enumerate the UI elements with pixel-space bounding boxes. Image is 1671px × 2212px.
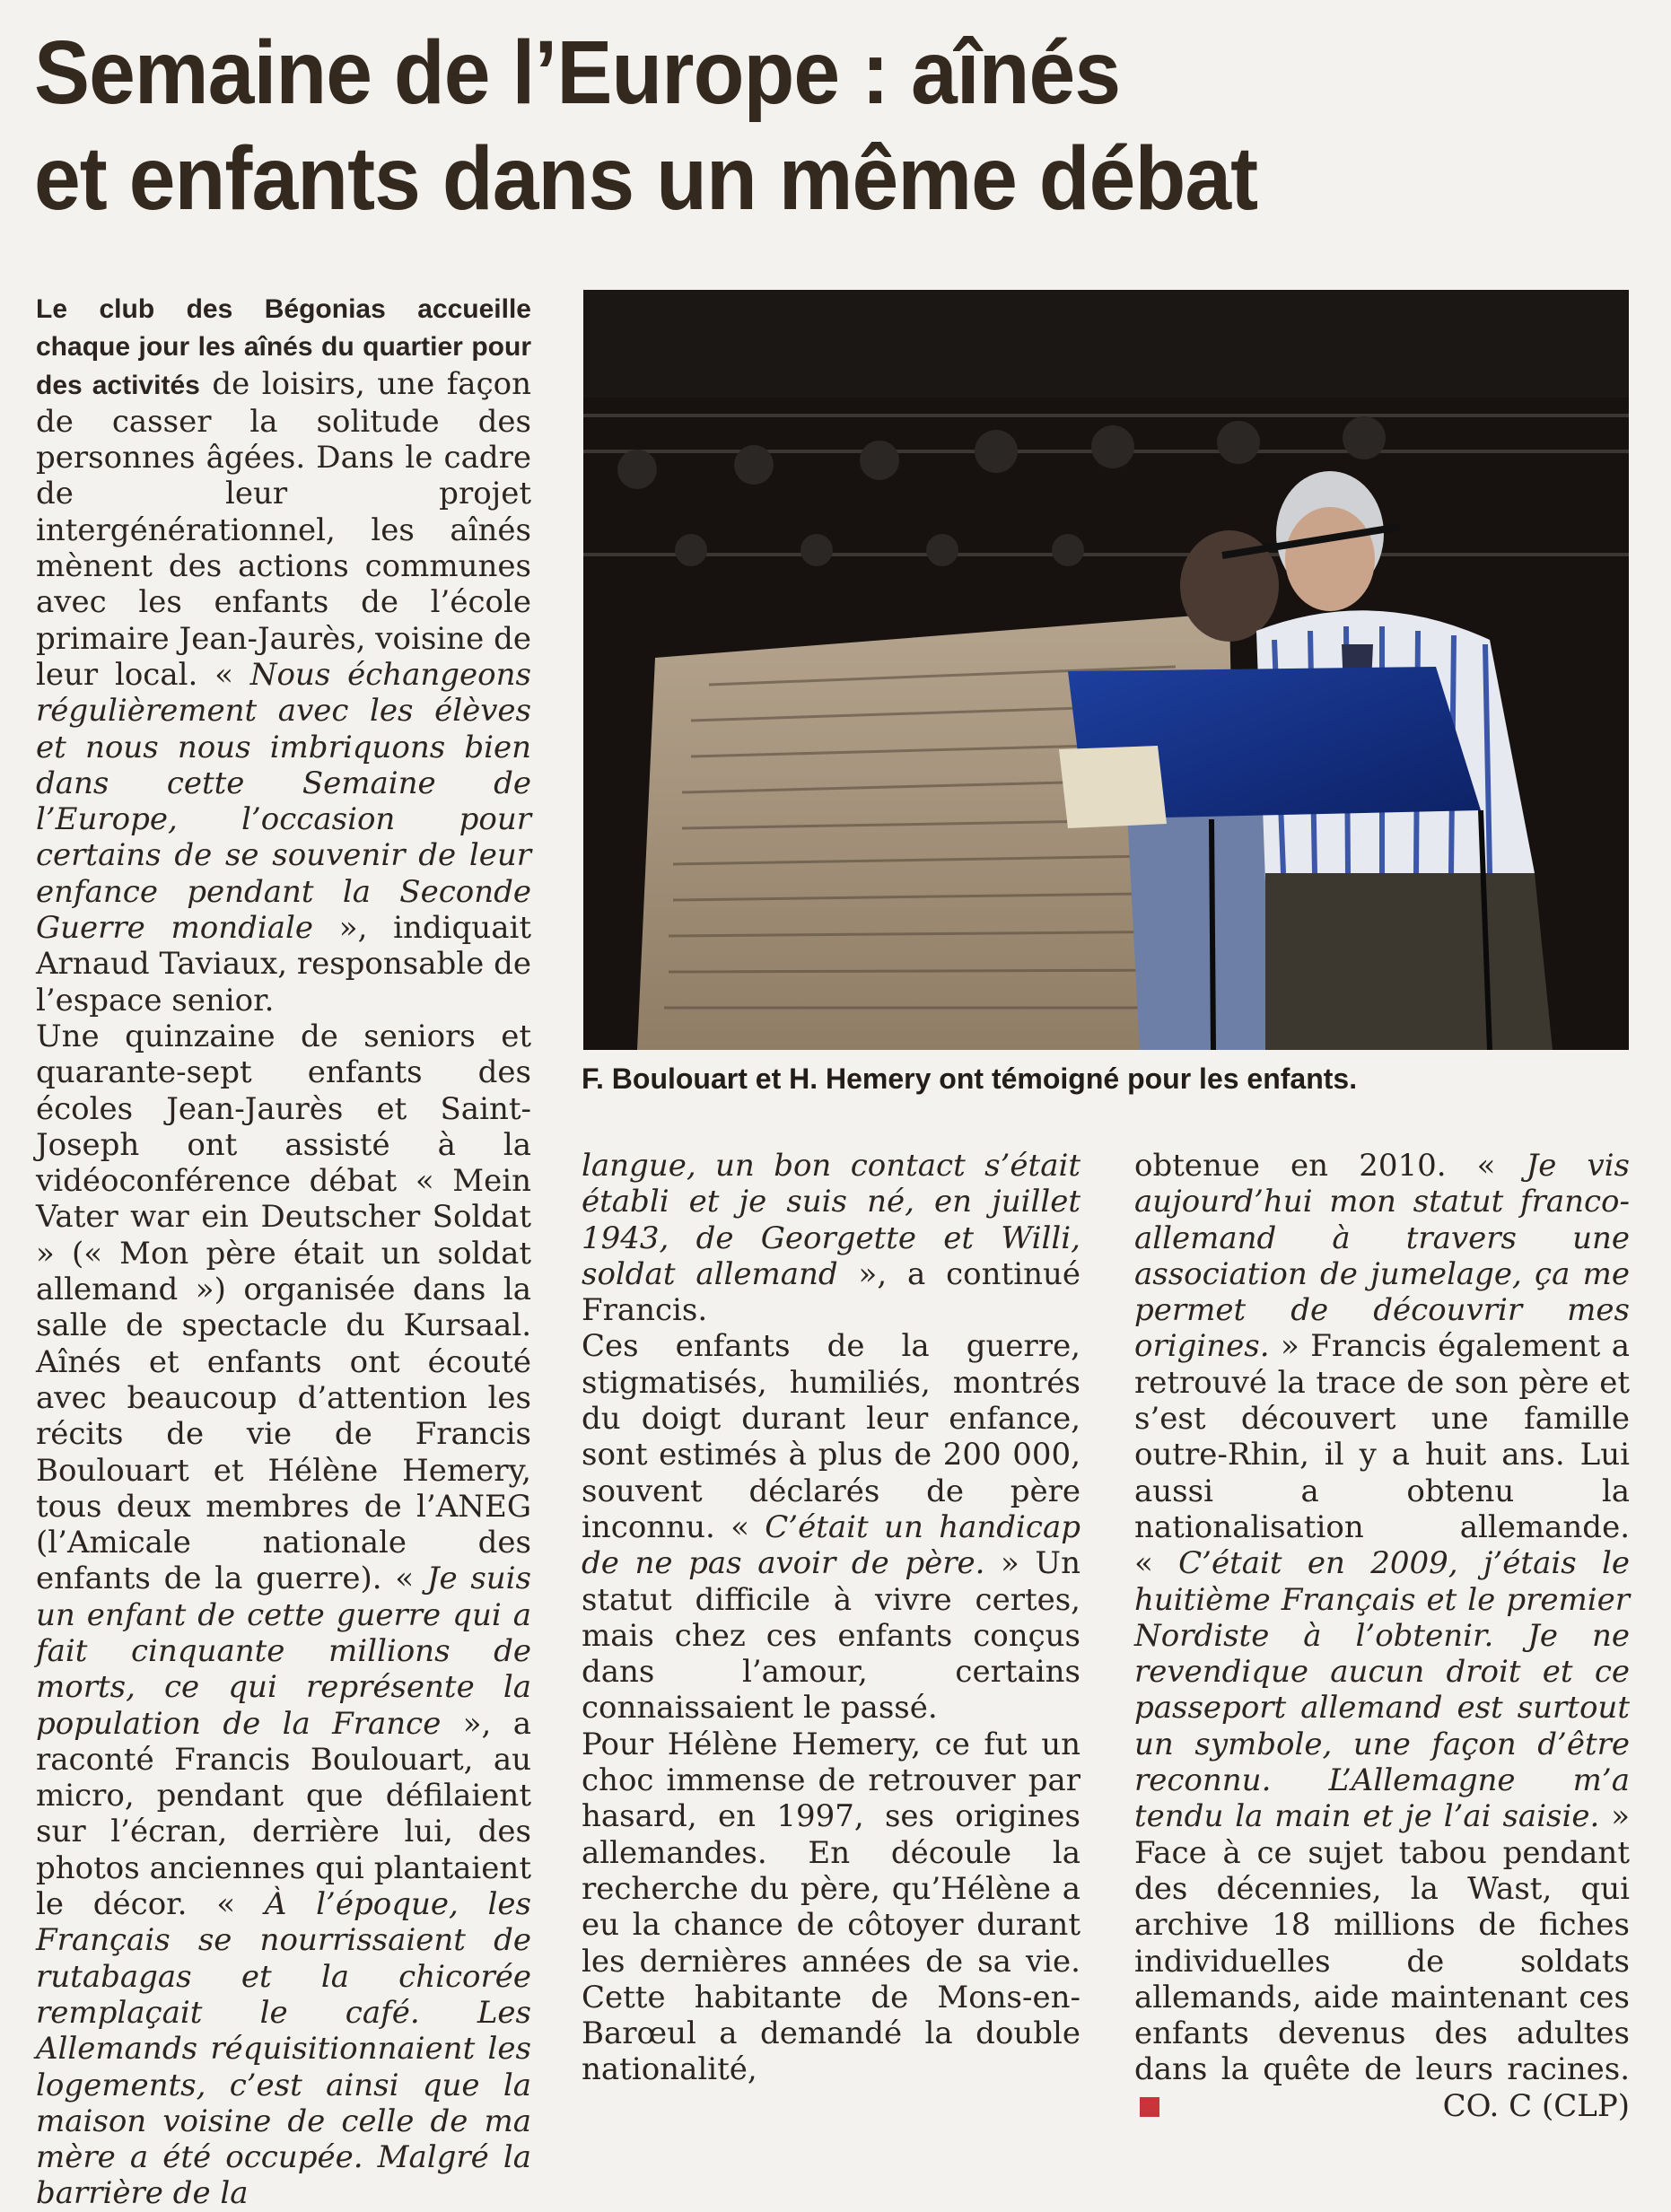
lead-text: Le club des Bégonias accueille chaque jour les aînés du quartier pour des activités	[36, 294, 531, 400]
body-text: » Face à ce sujet tabou pendant des décennies, la Wast, qui archive 18 millions de fiches individuelles de soldats allemands, aide maintenant ces enfants devenus des adultes dans la quête de leurs racines.	[1134, 1798, 1631, 2088]
quote: C’était en 2009, j’étais le huitième Français et le premier Nordiste à l’obtenir. Je ne revendique aucun droit et ce passeport allemand est surtout un symbole, une façon d’être reconnu. L’Allemagne m’a tendu la main et je l’ai saisie.	[1134, 1545, 1630, 1835]
stage-photo-illustration	[583, 290, 1629, 1050]
paragraph	[36, 290, 531, 1019]
paragraph: Pour Hélène Hemery, ce fut un choc immense de retrouver par hasard, en 1997, ses origines allemandes. En découle la recherche du père, qu’Hélène a eu la chance de côtoyer durant les dernières années de sa vie. Cette habitante de Mons-en-Barœul a demandé la double nationalité,	[582, 1726, 1080, 2088]
quote: Je suis un enfant de cette guerre qui a fait cinquante millions de morts, ce qui représente la population de la France	[36, 1561, 531, 1742]
body-text: » Francis également a retrouvé la trace de son père et s’est découvert une famille outre-Rhin, il y a huit ans. Lui aussi a obtenu la nationalisation allemande. «	[1134, 1328, 1630, 1582]
article-column-1	[36, 290, 531, 2212]
body-text: Ces enfants de la guerre, stigmatisés, humiliés, montrés du doigt durant leur enfance, sont estimés à plus de 200 000, souvent déclarés de père inconnu. «	[582, 1328, 1080, 1545]
quote: Nous échangeons régulièrement avec les élèves et nous nous imbriquons bien dans cette Semaine de l’Europe, l’occasion pour certains de se souvenir de leur enfance pendant la Seconde Guerre mondiale	[36, 656, 531, 947]
quote: C’était un handicap de ne pas avoir de père.	[582, 1508, 1080, 1582]
headline-line-2: et enfants dans un même débat	[34, 128, 1258, 229]
author-signature: CO. C (CLP)	[1442, 2087, 1630, 2124]
photo-caption: F. Boulouart et H. Hemery ont témoigné pour les enfants.	[582, 1062, 1358, 1095]
paragraph	[582, 1148, 1080, 1328]
end-of-article-mark	[1140, 2097, 1159, 2117]
paragraph	[1134, 1148, 1630, 2124]
quote: langue, un bon contact s’était établi et je suis né, en juillet 1943, de Georgette et Willi, soldat allemand	[582, 1148, 1080, 1292]
body-text: », a continué Francis.	[582, 1255, 1080, 1329]
article-photo	[583, 290, 1629, 1050]
headline-line-1: Semaine de l’Europe : aînés	[34, 22, 1121, 123]
article-column-3	[1134, 1148, 1630, 2124]
body-text: » Un statut difficile à vivre certes, mais chez ces enfants conçus dans l’amour, certains connaissaient le passé.	[582, 1545, 1080, 1727]
headline	[34, 20, 1528, 232]
quote: Je vis aujourd’hui mon statut franco-allemand à travers une association de jumelage, ça me permet de découvrir mes origines.	[1134, 1148, 1630, 1365]
body-text: Une quinzaine de seniors et quarante-sept enfants des écoles Jean-Jaurès et Saint-Joseph ont assisté à la vidéoconférence débat « Mein Vater war ein Deutscher Soldat » (« Mon père était un soldat allemand ») organisée dans la salle de spectacle du Kursaal. Aînés et enfants ont écouté avec beaucoup d’attention les récits de vie de Francis Boulouart et Hélène Hemery, tous deux membres de l’ANEG (l’Amicale nationale des enfants de la guerre). «	[36, 1018, 531, 1597]
body-text: de loisirs, une façon de casser la solitude des personnes âgées. Dans le cadre de leur projet intergénérationnel, les aînés mènent des actions communes avec les enfants de l’école primaire Jean-Jaurès, voisine de leur local. «	[36, 365, 531, 693]
quote: À l’époque, les Français se nourrissaient de rutabagas et la chicorée remplaçait le café. Les Allemands réquisitionnaient les logements, c’est ainsi que la maison voisine de celle de ma mère a été occupée. Malgré la barrière de la	[36, 1886, 532, 2212]
paragraph	[582, 1328, 1080, 1726]
body-text: », indiquait Arnaud Taviaux, responsable de l’espace senior.	[36, 910, 531, 1019]
body-text: », a raconté Francis Boulouart, au micro, pendant que défilaient sur l’écran, derrière lui, des photos anciennes qui plantaient le décor. «	[36, 1705, 532, 1923]
paragraph	[36, 1019, 531, 2212]
article-column-2	[582, 1148, 1080, 2088]
body-text: obtenue en 2010. «	[1134, 1148, 1496, 1184]
